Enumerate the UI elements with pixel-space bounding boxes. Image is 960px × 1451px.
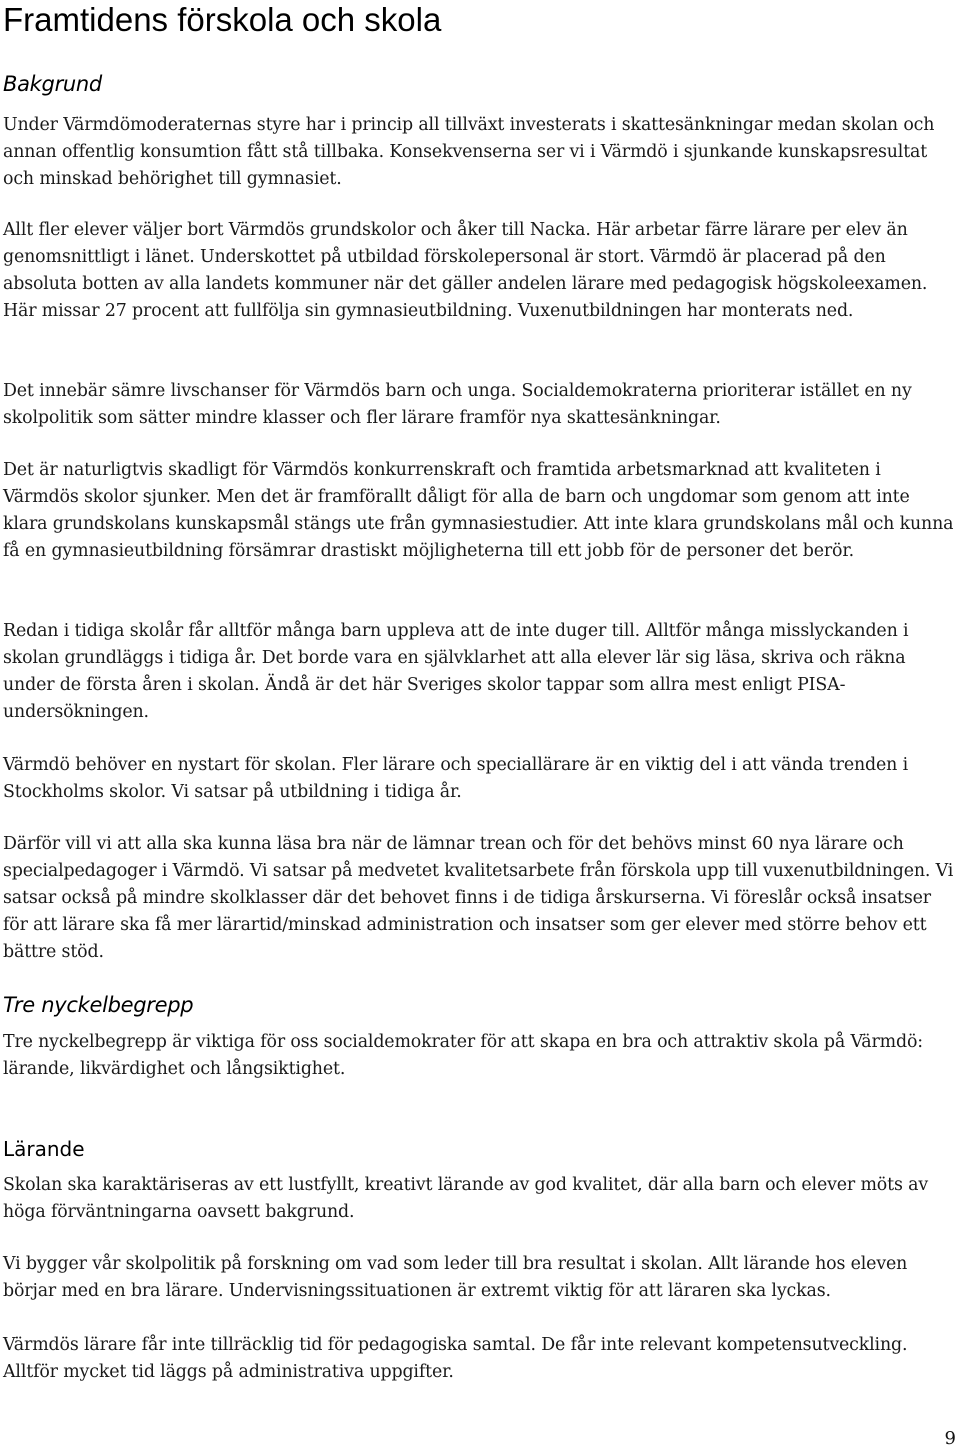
paragraph-tre-nyckelbegrepp-1: Tre nyckelbegrepp är viktiga för oss socialdemokrater för att skapa en bra och attraktiv skola på Värmdö: lärande, likvärdighet och långsiktighet. xyxy=(3,1032,924,1079)
paragraph-larande-1: Skolan ska karaktäriseras av ett lustfyllt, kreativt lärande av god kvalitet, där alla barn och elever möts av höga förväntningarna oavsett bakgrund. xyxy=(3,1175,929,1222)
paragraph-bakgrund-5: Redan i tidiga skolår får alltför många barn uppleva att de inte duger till. Alltför många misslyckanden i skolan grundläggs i tidiga år. Det borde vara en självklarhet att alla elever lär sig läsa, skriva och räkna under de första åren i skolan. Ändå är det här Sveriges skolor tappar som allra mest enligt PISA-undersökningen. xyxy=(3,621,909,722)
paragraph-bakgrund-3: Det innebär sämre livschanser för Värmdös barn och unga. Socialdemokraterna prioriterar istället en ny skolpolitik som sätter mindre klasser och fler lärare framför nya skattesänkningar. xyxy=(3,381,912,428)
heading-bakgrund: Bakgrund xyxy=(3,72,102,96)
paragraph-larande-2: Vi bygger vår skolpolitik på forskning om vad som leder till bra resultat i skolan. Allt lärande hos eleven börjar med en bra lärare. Undervisningssituationen är extremt viktig för att läraren ska lyckas. xyxy=(3,1254,908,1301)
paragraph-bakgrund-6: Värmdö behöver en nystart för skolan. Fler lärare och speciallärare är en viktig del i att vända trenden i Stockholms skolor. Vi satsar på utbildning i tidiga år. xyxy=(3,755,908,802)
paragraph-bakgrund-1: Under Värmdömoderaternas styre har i princip all tillväxt investerats i skattesänkningar medan skolan och annan offentlig konsumtion fått stå tillbaka. Konsekvenserna ser vi i Värmdö i sjunkande kunskapsresultat och minskad behörighet till gymnasiet. xyxy=(3,115,935,189)
paragraph-bakgrund-2: Allt fler elever väljer bort Värmdös grundskolor och åker till Nacka. Här arbetar färre lärare per elev än genomsnittligt i länet. Underskottet på utbildad förskolepersonal är stort. Värmdö är placerad på den absoluta botten av alla landets kommuner när det gäller andelen lärare med pedagogisk högskoleexamen. Här missar 27 procent att fullfölja sin gymnasieutbildning. Vuxenutbildningen har monterats ned. xyxy=(3,220,928,321)
page-number: 9 xyxy=(944,1428,956,1449)
paragraph-bakgrund-7: Därför vill vi att alla ska kunna läsa bra när de lämnar trean och för det behövs minst 60 nya lärare och specialpedagoger i Värmdö. Vi satsar på medvetet kvalitetsarbete från förskola upp till vuxenutbildningen. Vi satsar också på mindre skolklasser där det behovet finns i de tidiga årskurserna. Vi föreslår också insatser för att lärare ska få mer lärartid/minskad administration och insatser som ger elever med större behov ett bättre stöd. xyxy=(3,834,954,962)
paragraph-bakgrund-4: Det är naturligtvis skadligt för Värmdös konkurrenskraft och framtida arbetsmarknad att kvaliteten i Värmdös skolor sjunker. Men det är framförallt dåligt för alla de barn och ungdomar som genom att inte klara grundskolans kunskapsmål stängs ute från gymnasiestudier. Att inte klara grundskolans mål och kunna få en gymnasieutbildning försämrar drastiskt möjligheterna till ett jobb för de personer det berör. xyxy=(3,460,954,561)
document-title: Framtidens förskola och skola xyxy=(3,1,442,38)
paragraph-larande-3: Värmdös lärare får inte tillräcklig tid för pedagogiska samtal. De får inte relevant kompetensutveckling. Alltför mycket tid läggs på administrativa uppgifter. xyxy=(3,1335,908,1382)
heading-tre-nyckelbegrepp: Tre nyckelbegrepp xyxy=(3,993,194,1017)
heading-larande: Lärande xyxy=(3,1137,85,1161)
